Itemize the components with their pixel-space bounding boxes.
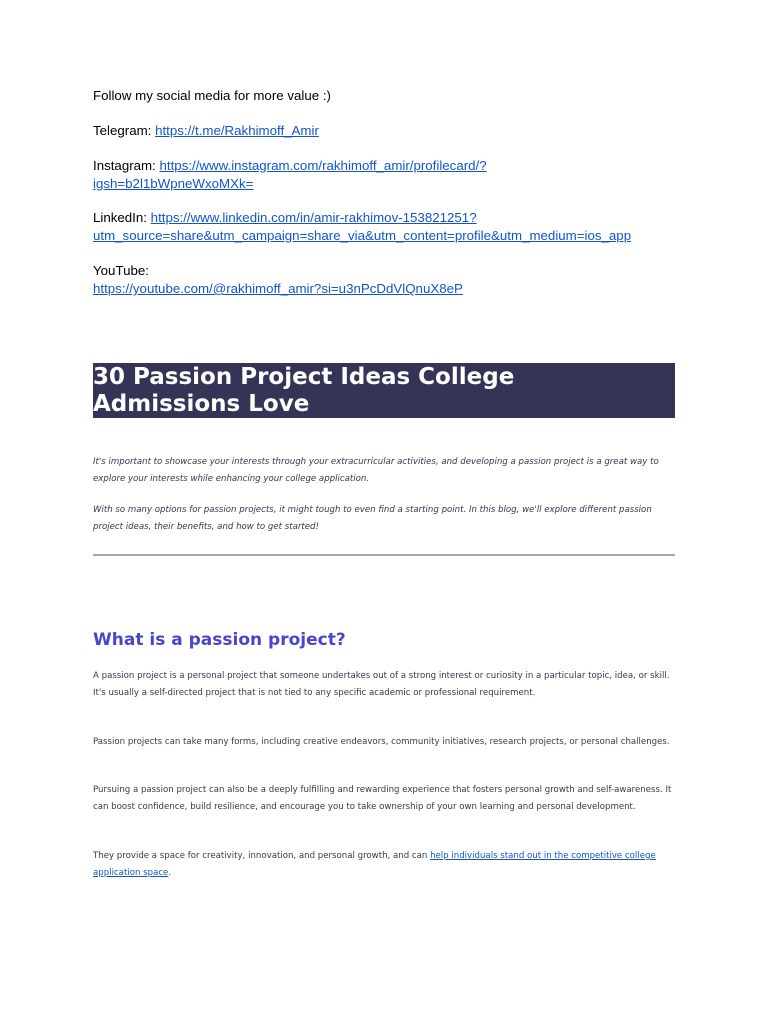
banner-title-line1: 30 Passion Project Ideas College [93, 364, 515, 390]
instagram-label: Instagram: [93, 158, 160, 173]
body-paragraph-4 [93, 848, 675, 882]
youtube-label: YouTube: [93, 263, 149, 278]
body-paragraph-2: Passion projects can take many forms, including creative endeavors, community initiatives, research projects, or personal challenges. [93, 737, 670, 747]
linkedin-label: LinkedIn: [93, 210, 151, 225]
body-paragraph-3: Pursuing a passion project can also be a deeply fulfilling and rewarding experience that fosters personal growth and self-awareness. It can boost confidence, build resilience, and encourage you to take ownership of your own learning and personal development. [93, 785, 672, 812]
body-paragraph-4-text: They provide a space for creativity, innovation, and personal growth, and can [93, 851, 431, 861]
body-paragraph-1: A passion project is a personal project that someone undertakes out of a strong interest or curiosity in a particular topic, idea, or skill. It's usually a self-directed project that is not tied to any specific academic or professional requirement. [93, 671, 670, 698]
telegram-link[interactable]: https://t.me/Rakhimoff_Amir [155, 123, 319, 138]
college-application-link[interactable]: help individuals stand out in the competitive college application space [93, 851, 656, 878]
social-intro: Follow my social media for more value :) [93, 88, 331, 103]
body-paragraph-4-end: . [168, 868, 172, 878]
linkedin-link-part2[interactable]: utm_source=share&utm_campaign=share_via&utm_content=profile&utm_medium=ios_app [93, 228, 632, 243]
linkedin-link-part1[interactable]: https://www.linkedin.com/in/amir-rakhimov-153821251? [150, 210, 477, 225]
telegram-label: Telegram: [93, 123, 156, 138]
youtube-line [93, 262, 693, 298]
lead-paragraph-1: It's important to showcase your interests through your extracurricular activities, and developing a passion project is a great way to explore your interests while enhancing your college application. [93, 457, 659, 484]
horizontal-divider [93, 554, 675, 556]
title-banner [93, 363, 675, 418]
lead-paragraph-2: With so many options for passion projects, it might tough to even find a starting point. In this blog, we'll explore different passion project ideas, their benefits, and how to get started! [93, 505, 652, 532]
youtube-link[interactable]: https://youtube.com/@rakhimoff_amir?si=u3nPcDdVlQnuX8eP [93, 281, 463, 296]
section-heading: What is a passion project? [93, 630, 346, 650]
instagram-line [93, 157, 693, 193]
telegram-line [93, 122, 319, 140]
linkedin-line [93, 209, 693, 245]
instagram-link-part1[interactable]: https://www.instagram.com/rakhimoff_amir/profilecard/? [159, 158, 487, 173]
instagram-link-part2[interactable]: igsh=b2l1bWpneWxoMXk= [93, 176, 254, 191]
banner-title-line2: Admissions Love [93, 391, 310, 417]
